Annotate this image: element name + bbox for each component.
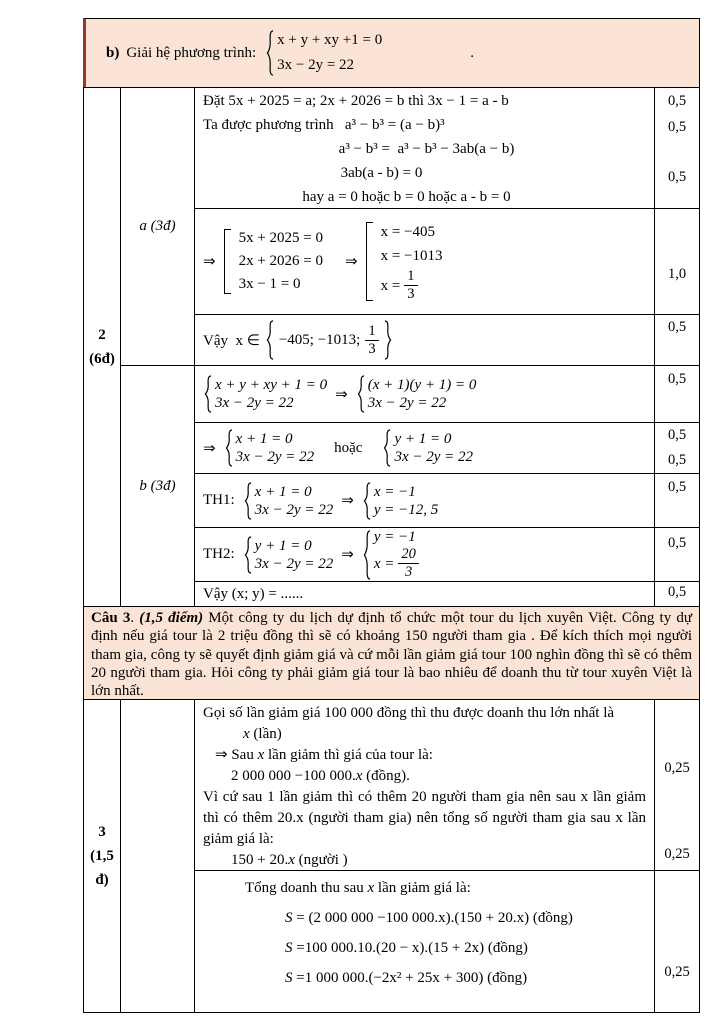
score-cell <box>655 88 699 208</box>
step-line: Ta được phương trình a³ − b³ = (a − b)³ <box>203 117 445 133</box>
question2-number-cell <box>84 88 121 606</box>
score-cell <box>655 700 699 870</box>
text: 150 + 20. <box>231 852 289 868</box>
equation-system <box>362 482 438 520</box>
part-a-label-cell <box>121 88 195 365</box>
text: lần giảm thì giá của tour là: <box>264 747 433 763</box>
question3-number-cell <box>84 700 121 1012</box>
score-value: 0,5 <box>667 479 687 495</box>
denominator: 3 <box>407 286 415 302</box>
part-label: b (3đ) <box>139 477 176 494</box>
equation: y + 1 = 0 <box>394 431 452 447</box>
step-paragraph: Vì cứ sau 1 lần giảm thì có thêm 20 người tham gia nên sau x lần giảm thì có thêm 20.x (người tham gia) nên tổng số người tham gia sau x lần giảm giá là: <box>203 789 646 847</box>
score-cell <box>655 582 699 606</box>
step-line <box>203 724 650 745</box>
square-bracket-icon <box>224 229 231 294</box>
equation: 3x − 2y = 22 <box>235 449 315 465</box>
fraction <box>404 268 417 302</box>
equation-system <box>356 375 477 413</box>
step-row <box>195 581 699 606</box>
question3-statement <box>83 606 700 700</box>
part-a <box>121 88 699 365</box>
numerator: 1 <box>365 323 378 341</box>
score-value: 0,5 <box>667 535 687 551</box>
question-number: 2 <box>98 326 106 343</box>
step-row <box>195 700 699 870</box>
equation <box>374 546 419 580</box>
score-cell <box>655 423 699 473</box>
step-line <box>203 745 650 766</box>
step-content <box>195 528 655 581</box>
equation: 3x − 2y = 22 <box>254 501 334 518</box>
formula-line <box>203 903 650 933</box>
score-cell <box>655 209 699 314</box>
formula: =1 000 000.(−2x² + 25x + 300) (đồng) <box>292 970 528 986</box>
solution-set: −405; −1013; <box>278 331 361 348</box>
step-content <box>195 88 655 208</box>
equation: x + y + xy + 1 = 0 <box>215 377 328 393</box>
question-b-label: b) <box>106 44 120 61</box>
variable: x <box>367 880 375 896</box>
step-line: hay a = 0 hoặc b = 0 hoặc a - b = 0 <box>302 189 511 205</box>
score-value: 0,25 <box>664 760 690 776</box>
implies-arrow-icon: ⇒ <box>341 547 354 563</box>
text: lần giảm giá là: <box>374 880 471 896</box>
step-line: Đặt 5x + 2025 = a; 2x + 2026 = b thì 3x − 1 = a - b <box>203 93 509 109</box>
equation: x = −405 <box>380 224 435 241</box>
equation: x + 1 = 0 <box>235 431 293 447</box>
answer-key-page <box>83 18 700 1013</box>
step-line: a³ − b³ = a³ − b³ − 3ab(a − b) <box>338 141 515 157</box>
score-value: 0,25 <box>664 964 690 980</box>
equation: 3x − 2y = 22 <box>254 555 334 572</box>
equation: 3x − 1 = 0 <box>238 276 301 292</box>
equation-system <box>243 536 334 574</box>
case-label: TH1: <box>203 492 235 508</box>
equation-lhs: x = <box>380 277 401 294</box>
implies-arrow-icon: ⇒ <box>335 386 348 403</box>
implies-arrow-icon: ⇒ <box>341 493 354 509</box>
score-value: 0,5 <box>667 119 687 135</box>
equation: 3x − 2y = 22 <box>394 449 474 465</box>
score-value: 0,5 <box>667 93 687 109</box>
empty-label-cell <box>121 700 195 1012</box>
equation-system <box>203 375 327 413</box>
curly-brace-icon <box>224 429 233 467</box>
text: 2 000 000 −100 000. <box>231 768 356 784</box>
part-label: a (3đ) <box>139 218 176 234</box>
implies-arrow-icon: ⇒ <box>345 254 358 270</box>
equation-system <box>224 429 315 467</box>
score-value: 0,5 <box>667 584 687 600</box>
equation-lhs: x = <box>373 555 395 572</box>
case-label: TH2: <box>203 546 235 562</box>
question2-table <box>83 87 700 607</box>
step-content <box>195 700 655 870</box>
score-value: 1,0 <box>667 266 687 282</box>
part-b-label-cell <box>121 366 195 606</box>
equation: x = −1013 <box>380 248 443 265</box>
step-content <box>195 474 655 527</box>
step-row <box>195 870 699 1012</box>
variable: S <box>285 940 293 956</box>
score-cell <box>655 315 699 365</box>
step-line <box>203 766 650 787</box>
formula-line <box>203 933 650 963</box>
equation: 3x − 2y = 22 <box>277 57 355 73</box>
implies-arrow-icon: ⇒ <box>203 254 216 270</box>
equation: (x + 1)(y + 1) = 0 <box>367 377 477 393</box>
formula-line <box>203 963 650 993</box>
equation: y = −12, 5 <box>373 501 439 518</box>
numerator: 1 <box>404 268 417 286</box>
question-points: đ) <box>95 871 109 888</box>
question3-points: (1,5 điểm) <box>139 610 204 626</box>
question3-solution <box>121 700 699 1012</box>
equation: 3x − 2y = 22 <box>215 395 294 411</box>
equation: 2x + 2026 = 0 <box>238 253 323 269</box>
equation: 5x + 2025 = 0 <box>238 230 323 246</box>
curly-brace-icon <box>243 536 252 574</box>
separator: . <box>130 610 140 626</box>
variable: x <box>257 747 265 763</box>
score-cell <box>655 474 699 527</box>
equation: 3x − 2y = 22 <box>367 395 447 411</box>
text: ⇒ Sau <box>215 747 258 763</box>
variable: S <box>285 970 293 986</box>
step-line <box>203 873 650 903</box>
equation: x + 1 = 0 <box>254 483 312 500</box>
text: (người ) <box>294 852 348 868</box>
step-row <box>195 527 699 581</box>
curly-brace-icon <box>382 429 391 467</box>
equation: y + 1 = 0 <box>254 537 312 554</box>
equation-system <box>382 429 473 467</box>
equation-system <box>362 528 419 580</box>
step-row <box>195 366 699 422</box>
question-number: 3 <box>98 823 106 840</box>
conclusion-text: Vậy x ∈ <box>203 332 260 349</box>
equation-system <box>265 30 382 76</box>
step-row <box>195 473 699 527</box>
score-cell <box>655 366 699 422</box>
score-cell <box>655 871 699 1012</box>
step-content <box>195 366 655 422</box>
curly-brace-icon <box>243 482 252 520</box>
score-value: 0,5 <box>667 452 687 468</box>
equation <box>381 268 443 302</box>
bracket-system <box>224 227 323 296</box>
fraction <box>398 546 419 580</box>
question-b-prompt: Giải hệ phương trình: <box>126 44 257 61</box>
score-value: 0,5 <box>667 427 687 443</box>
step-row <box>195 88 699 208</box>
formula: =100 000.10.(20 − x).(15 + 2x) (đồng) <box>292 940 528 956</box>
variable: x <box>288 852 295 868</box>
curly-brace-icon <box>356 375 365 413</box>
step-content <box>195 423 655 473</box>
variable: x <box>355 768 363 784</box>
text: (đồng). <box>362 768 410 784</box>
step-line: Gọi số lần giảm giá 100 000 đồng thì thu được doanh thu lớn nhất là <box>203 705 615 721</box>
denominator: 3 <box>404 564 413 580</box>
or-word: hoặc <box>334 439 363 456</box>
step-content <box>195 582 655 606</box>
score-value: 0,5 <box>667 319 687 335</box>
fraction <box>365 323 378 357</box>
conclusion-text: Vậy (x; y) = ...... <box>203 586 304 602</box>
implies-arrow-icon: ⇒ <box>203 440 216 457</box>
curly-brace-icon <box>265 30 274 76</box>
question3-body: Một công ty du lịch dự định tổ chức một tour du lịch xuyên Việt. Công ty dự định nếu giá tour là 2 triệu đồng thì sẽ có khoảng 150 người tham gia . Để kích thích mọi người tham gia, công ty sẽ quyết định giảm giá và cứ mỗi lần giảm giá tour 100 nghìn đồng thì sẽ có thêm 20 người tham gia. Hỏi công ty phải giảm giá tour là bao nhiêu để doanh thu từ tour xuyên Việt là lớn nhất. <box>91 610 692 700</box>
curly-brace-icon <box>362 482 371 520</box>
curly-brace-icon <box>362 530 371 580</box>
step-line: 3ab(a - b) = 0 <box>340 165 423 181</box>
step-content <box>195 871 655 1012</box>
equation: x = −1 <box>373 483 416 500</box>
curly-brace-icon <box>384 320 393 360</box>
score-value: 0,5 <box>667 169 687 185</box>
square-bracket-icon <box>366 222 373 300</box>
curly-brace-icon <box>265 320 274 360</box>
numerator: 20 <box>398 546 419 564</box>
question-b-box <box>83 18 700 88</box>
score-cell <box>655 528 699 581</box>
question-points: (6đ) <box>89 350 115 367</box>
formula: = (2 000 000 −100 000.x).(150 + 20.x) (đồng) <box>292 910 573 926</box>
step-row <box>195 422 699 473</box>
trailing-period: . <box>470 44 474 61</box>
curly-brace-icon <box>203 375 212 413</box>
score-value: 0,25 <box>664 846 690 862</box>
question3-table <box>83 699 700 1013</box>
equation-system <box>243 482 334 520</box>
denominator: 3 <box>368 340 376 357</box>
equation: y = −1 <box>373 529 416 546</box>
text: (lần) <box>249 726 282 742</box>
step-content <box>195 209 655 314</box>
step-row <box>195 314 699 365</box>
variable: S <box>285 910 293 926</box>
part-b <box>121 365 699 606</box>
question3-title: Câu 3 <box>91 610 131 626</box>
score-value: 0,5 <box>667 371 687 387</box>
question-points: (1,5 <box>90 847 114 864</box>
step-content <box>195 315 655 365</box>
text: Tổng doanh thu sau <box>245 880 368 896</box>
step-line <box>203 850 650 870</box>
variable: x <box>243 726 250 742</box>
equation: x + y + xy +1 = 0 <box>277 32 383 48</box>
bracket-system <box>366 220 443 302</box>
step-row <box>195 208 699 314</box>
